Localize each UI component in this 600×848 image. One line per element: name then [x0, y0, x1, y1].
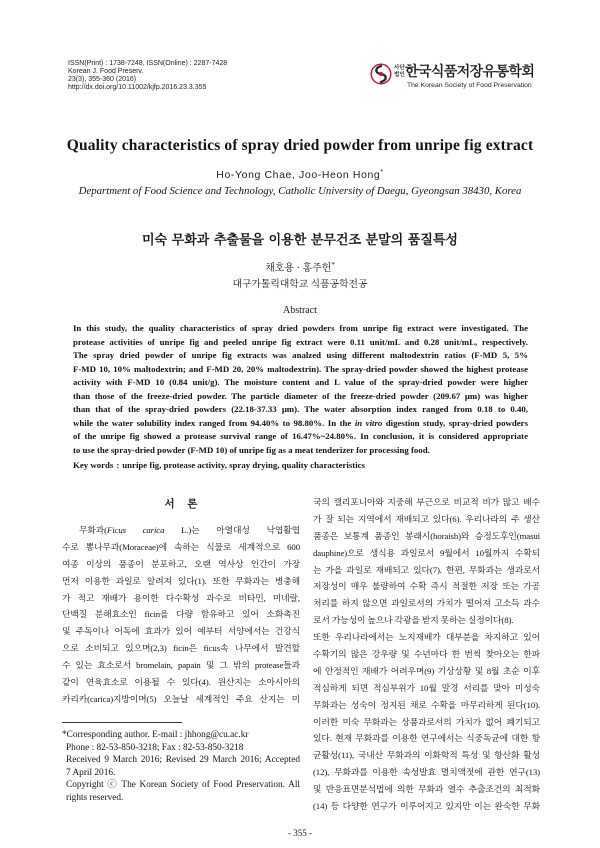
body-line: 단백질 분해효소인 ficin을 다량 함유하고 있어 소화촉진: [62, 609, 300, 620]
abstract-body: [73, 322, 528, 457]
footnote-divider: [62, 722, 182, 723]
abstract-line: activity with F-MD 10 (0.84 unit/g). The moisture content and L value of the spray-dried powder were higher: [73, 377, 528, 388]
keywords: [73, 458, 528, 472]
text-segment: while the water solubility index ranged from 94.40% to 98.80%. In the: [73, 417, 355, 428]
footnotes: [62, 729, 300, 805]
body-line: 먼저 이용한 과일로 알려져 있다(1). 또한 무화과는 병충해: [62, 575, 300, 586]
society-logo-emblem: [370, 63, 392, 85]
abstract-line: The spray dried powder of unripe fig extracts was analzed using different maltodextrin ratios (F-MD 5, 5%: [73, 350, 528, 361]
section-heading-introduction: 서 론: [164, 499, 198, 510]
issn-line: ISSN(Print) : 1738-7248, ISSN(Online) : 2287-7428: [68, 60, 228, 67]
body-line: (12), 무화과를 이용한 속성발효 멸치액젓에 관한 연구(13): [313, 767, 540, 778]
italic-term: Ficus carica: [106, 525, 165, 535]
body-line: 적심하게 되면 적심부위가 10월 말경 서리를 맞아 미성숙: [313, 682, 540, 693]
abstract-line: of the unripe fig showed a protease survival range of 16.47%~24.80%. In conclusion, it is considered appropriate: [73, 431, 528, 442]
body-line: 무화과는 성숙이 정지된 채로 수확을 마무리하게 된다(10).: [313, 699, 540, 710]
text-segment: L.)는 아열대성 낙엽활엽: [164, 525, 300, 535]
body-line: [62, 522, 300, 539]
body-line: 이러한 미숙 무화과는 상품과로서의 가치가 없어 폐기되고: [313, 716, 540, 727]
body-line: 수 있는 효소로서 bromelain, papain 및 그 밖의 protease들과: [62, 660, 300, 671]
body-line: 에 안정적인 재배가 어려우며(9) 기상상황 및 8월 초순 이후: [313, 665, 540, 676]
footnote-line: 7 April 2016.: [66, 767, 116, 778]
footnote-line: *Corresponding author. E-mail : jhhong@cu.ac.kr: [62, 730, 249, 740]
body-column-right: [313, 494, 540, 815]
journal-info: [68, 60, 227, 92]
authors-english: [0, 168, 600, 182]
footnote-line: Phone : 82-53-850-3218; Fax : 82-53-850-3218: [66, 742, 244, 753]
body-line: 품종은 보통계 품종인 봉래시(horaish)와 승정도후인(masui: [313, 530, 540, 541]
abstract-line: [73, 417, 528, 431]
keywords-label: Key words: [73, 460, 114, 470]
text-segment: 무화과(: [79, 525, 107, 535]
body-line: 가 잘 되는 지역에서 재배되고 있다(6). 우리나라의 주 생산: [313, 513, 540, 524]
author-names-korean: 채호용 · 홍주헌: [265, 263, 332, 274]
abstract-line: than that of the spray-dried powders (22.18-37.33 μm). The water absorption index ranged from 0.18 to 0.40,: [73, 404, 528, 415]
body-line: dauphine)으로 생식용 과일로서 9월에서 10월까지 수확되: [313, 547, 540, 558]
body-line: 수확기의 많은 강우량 및 수년마다 한 번씩 찾아오는 한파: [313, 649, 540, 660]
abstract-line: protease activities of unripe fig and peeled unripe fig extract were 0.11 unit/mL and 0.28 unit/mL, respectively.: [73, 336, 528, 347]
logo-prefix-top: 사단: [394, 65, 405, 71]
body-line: 같이 연육효소로 이용될 수 있다(4). 원산지는 소아시아의: [62, 677, 300, 688]
paper-title-english: Quality characteristics of spray dried powder from unripe fig extract: [66, 137, 534, 154]
body-line: 수로 뽕나무과(Moraceae)에 속하는 식물로 세계적으로 600: [62, 541, 300, 552]
body-line: 균활성(11), 국내산 무화과의 이화학적 특성 및 항산화 활성: [313, 750, 540, 761]
abstract-heading: Abstract: [283, 305, 317, 316]
journal-name: Korean J. Food Preserv.: [68, 68, 144, 76]
body-line: 는 가을 과일로 재배되고 있다(7). 한편, 무화과는 생과로서: [313, 564, 540, 575]
abstract-line: than those of the freeze-dried powder. The particle diameter of the freeze-dried powder (209.67 μm) was higher: [73, 390, 528, 401]
abstract-line: to use the spray-dried powder (F-MD 10) of unripe fig as a meat tenderizer for processing food.: [73, 444, 430, 455]
body-line: (14) 등 다양한 연구가 이루어지고 있지만 이는 완숙한 무화: [313, 801, 540, 812]
body-line: 으로 소비되고 있으며(2,3) ficin은 ficus속 나무에서 발견할: [62, 643, 300, 654]
body-line: 및 반응표면분석법에 의한 무화과 열수 추출조건의 최적화: [313, 784, 540, 795]
keywords-terms: unripe fig, protease activity, spray drying, quality characteristics: [122, 460, 365, 470]
body-line: 가 적고 재배가 용이한 다수확성 과수로 비타민, 미네랄,: [62, 592, 300, 603]
body-line: 처리를 하지 않으면 과일로서의 가치가 떨어져 고소득 과수: [313, 598, 540, 609]
footnote-line: Received 9 March 2016; Revised 29 March 2016; Accepted: [66, 755, 300, 766]
author-names: Ho-Yong Chae, Joo-Heon Hong: [216, 169, 381, 181]
logo-prefix: [394, 65, 405, 78]
body-line: 또한 우리나라에서는 노지재배가 대부분을 차지하고 있어: [313, 632, 540, 643]
society-name-english: The Korean Society of Food Preservation: [407, 82, 532, 89]
body-line: 로서 가능성이 높으나 각광을 받지 못하는 실정이다(8).: [313, 615, 514, 626]
body-line: 저장성이 매우 불량하여 수확 즉시 적절한 저장 또는 가공: [313, 581, 540, 592]
emblem-dot: [379, 72, 383, 76]
authors-korean: [0, 262, 600, 276]
corresponding-author-mark: *: [380, 169, 384, 176]
volume-issue: 23(3), 355-360 (2016): [68, 76, 137, 84]
logo-prefix-bottom: 법인: [394, 71, 405, 78]
affiliation-english: Department of Food Science and Technology, Catholic University of Daegu, Gyeongsan 38430, Korea: [78, 185, 522, 197]
society-logo: [370, 62, 550, 92]
paper-title-korean: 미숙 무화과 추출물을 이용한 분무건조 분말의 품질특성: [142, 233, 458, 248]
italic-term: in vitro: [354, 417, 383, 428]
abstract-line: F-MD 10, 10% maltodextrin; and F-MD 20, 20% maltodextrin). The spray-dried powder showed the highest protease: [73, 363, 528, 374]
affiliation-korean: 대구가톨릭대학교 식품공학전공: [232, 279, 368, 290]
body-line: 여종 이상의 품종이 분포하고, 오랜 역사상 인간이 가장: [62, 558, 300, 569]
body-line: 있다. 현재 무화과를 이용한 연구에서는 식중독균에 대한 항: [313, 733, 540, 744]
body-line: 및 주독이나 어독에 효과가 있어 예부터 서양에서는 건강식: [62, 626, 300, 637]
corresponding-author-mark-korean: *: [331, 261, 335, 269]
footnote-line: rights reserved.: [66, 792, 124, 803]
page-number: - 355 -: [288, 828, 312, 838]
body-line: 국의 캘리포니아와 지중해 부근으로 비교적 비가 많고 배수: [313, 497, 540, 507]
abstract-line: In this study, the quality characteristics of spray dried powders from unripe fig extract were investigated. The: [73, 323, 528, 333]
doi-link[interactable]: http://dx.doi.org/10.11002/kjfp.2016.23.3.355: [68, 84, 207, 92]
body-column-left: [62, 522, 300, 708]
text-segment: digestion study, spray-dried powders: [382, 417, 528, 428]
keywords-delimiter: :: [116, 460, 120, 470]
society-name-korean: 한국식품저장유통학회: [405, 64, 535, 80]
footnote-line: Copyright ⓒ The Korean Society of Food Preservation. All: [66, 780, 300, 791]
body-line: 카리카(carica)지방이며(5) 오늘날 세계적인 주요 산지는 미: [62, 693, 300, 704]
